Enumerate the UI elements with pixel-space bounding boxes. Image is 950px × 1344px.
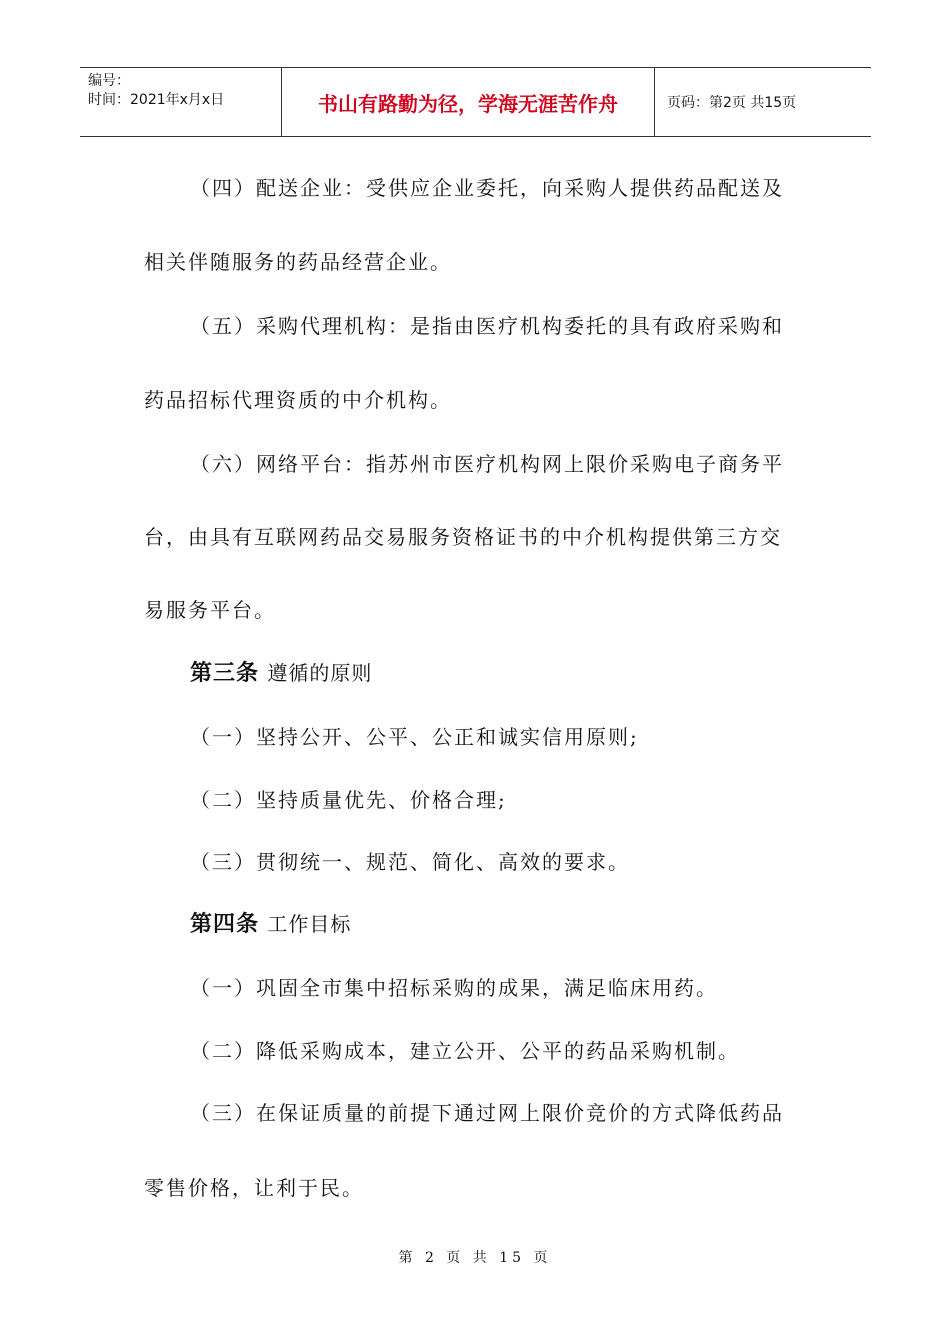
paragraph-line: 相关伴随服务的药品经营企业。 <box>144 250 452 274</box>
header-page-info: 页码：第2页 共15页 <box>667 95 797 111</box>
article-heading <box>190 907 351 938</box>
paragraph-line: （五）采购代理机构：是指由医疗机构委托的具有政府采购和 <box>190 314 784 338</box>
article-heading <box>190 656 372 687</box>
page-header <box>80 67 871 137</box>
page-footer: 第 2 页 共 15 页 <box>398 1250 552 1266</box>
list-item: （三）在保证质量的前提下通过网上限价竞价的方式降低药品 <box>190 1101 784 1125</box>
paragraph-line: （四）配送企业：受供应企业委托，向采购人提供药品配送及 <box>190 176 784 200</box>
list-item: （三）贯彻统一、规范、简化、高效的要求。 <box>190 850 630 874</box>
article-title: 工作目标 <box>267 912 352 936</box>
time-label: 时间：2021年x月x日 <box>88 92 225 108</box>
list-item: （二）降低采购成本，建立公开、公平的药品采购机制。 <box>190 1039 740 1063</box>
paragraph-line: 零售价格，让利于民。 <box>144 1176 364 1200</box>
number-label: 编号： <box>88 73 130 89</box>
paragraph-line: 药品招标代理资质的中介机构。 <box>144 388 452 412</box>
paragraph-line: （六）网络平台：指苏州市医疗机构网上限价采购电子商务平 <box>190 452 784 476</box>
header-meta <box>80 68 282 136</box>
article-number: 第三条 <box>190 660 260 686</box>
list-item: （一）坚持公开、公平、公正和诚实信用原则; <box>190 725 639 749</box>
header-motto: 书山有路勤为径，学海无涯苦作舟 <box>282 68 655 136</box>
article-title: 遵循的原则 <box>267 661 373 685</box>
paragraph-line: 台，由具有互联网药品交易服务资格证书的中介机构提供第三方交 <box>144 525 782 549</box>
article-number: 第四条 <box>190 911 260 937</box>
list-item: （二）坚持质量优先、价格合理; <box>190 788 507 812</box>
paragraph-line: 易服务平台。 <box>144 598 276 622</box>
list-item: （一）巩固全市集中招标采购的成果，满足临床用药。 <box>190 976 718 1000</box>
